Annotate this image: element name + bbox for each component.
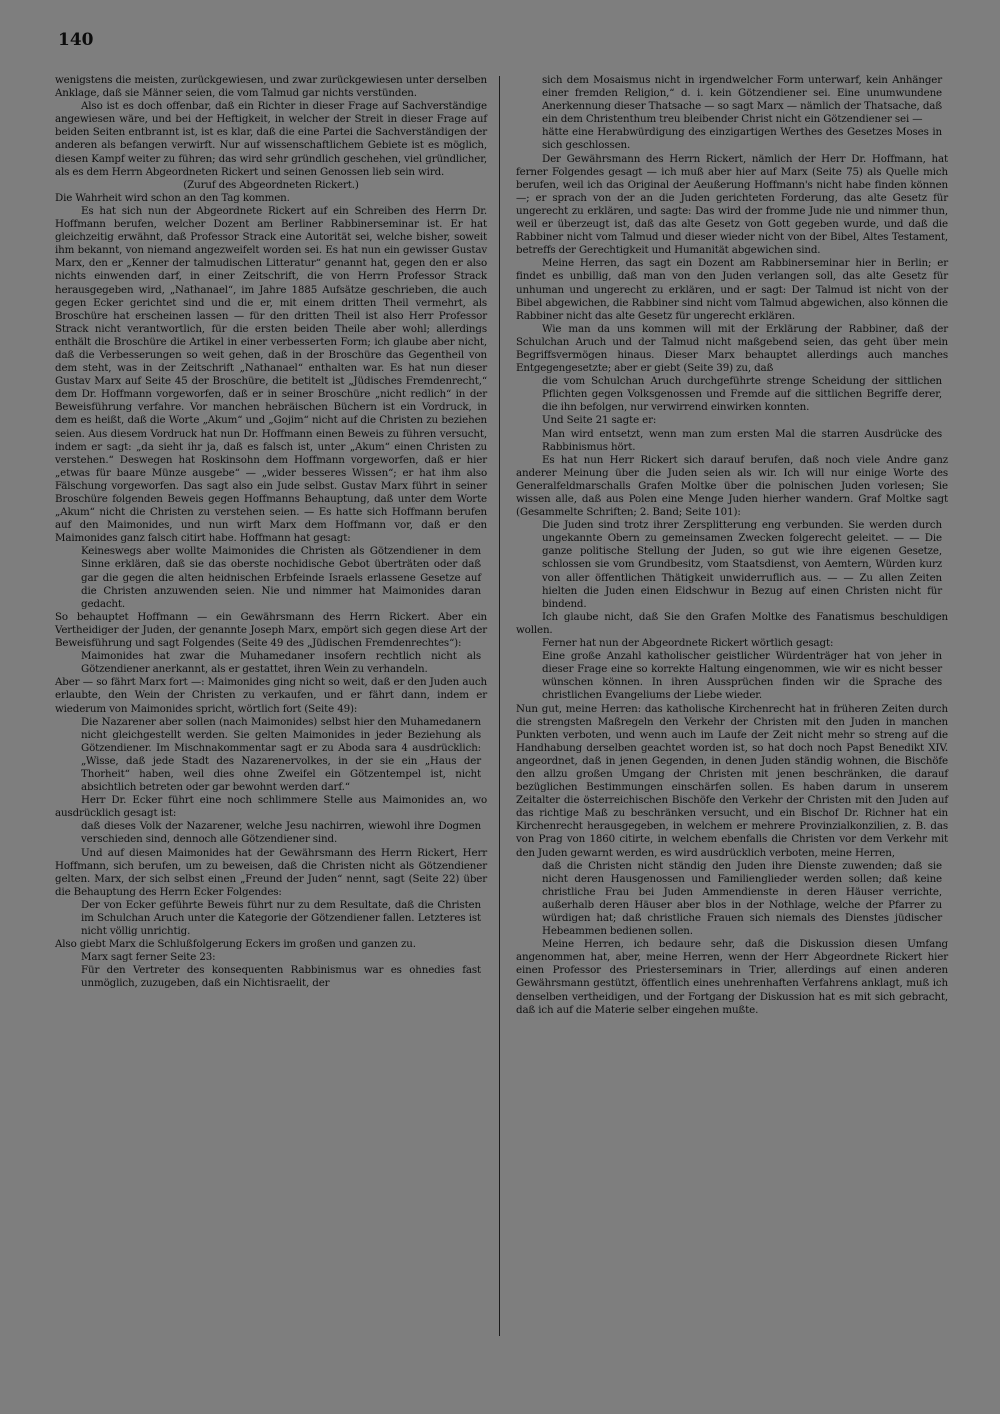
left-column <box>55 74 487 991</box>
quoted-passage: Maimonides hat zwar die Muhamedaner insofern rechtlich nicht als Götzendiener anerkannt, als er gestattet, ihren Wein zu verhandeln. <box>81 650 481 676</box>
paragraph: Es hat sich nun der Abgeordnete Rickert auf ein Schreiben des Herrn Dr. Hoffmann berufen, welcher Dozent am Berliner Rabbinerseminar ist. Er hat gleichzeitig erwähnt, daß Professor Strack eine Autorität sei, welche bisher, soweit ihm bekannt, von niemand angezweifelt worden sei. Es hat nun ein gewisser Gustav Marx, den er „Kenner der talmudischen Litteratur“ genannt hat, gegen den er also nichts einwenden darf, in einer Zeitschrift, die von Herrn Professor Strack herausgegeben wird, „Nathanael“, im Jahre 1885 Aufsätze geschrieben, die auch gegen Ecker gerichtet sind und die er, mit einem dritten Theil vermehrt, als Broschüre hat erscheinen lassen — für den dritten Theil ist also Herr Professor Strack nicht verantwortlich, für die ersten beiden Theile aber wohl; allerdings enthält die Broschüre die Artikel in einer verbesserten Form; ich glaube aber nicht, daß die Verbesserungen so weit gehen, daß in der Broschüre das Gegentheil von dem steht, was in der Zeitschrift „Nathanael“ enthalten war. Es hat nun dieser Gustav Marx auf Seite 45 der Broschüre, die betitelt ist „Jüdisches Fremdenrecht,“ dem Dr. Hoffmann vorgeworfen, daß er in seiner Broschüre „nicht redlich“ in der Beweisführung verfahre. Vor manchen hebräischen Büchern ist ein Vordruck, in dem es heißt, daß die Worte „Akum“ und „Gojim“ nicht auf die Christen zu beziehen seien. Aus diesem Vordruck hat nun Dr. Hoffmann einen Beweis zu führen versucht, indem er sagt: „da sieht ihr ja, daß es falsch ist, unter „Akum“ einen Christen zu verstehen.“ Deswegen hat Roskinsohn dem Hoffmann vorgeworfen, daß er hier „etwas für baare Münze ausgebe“ — „wider besseres Wissen“; er hat ihm also Fälschung vorgeworfen. Das sagt also ein Jude selbst. Gustav Marx führt in seiner Broschüre folgenden Beweis gegen Hoffmanns Behauptung, daß unter dem Worte „Akum“ nicht die Christen zu verstehen seien. — Es hatte sich Hoffmann berufen auf den Maimonides, und nun wirft Marx dem Hoffmann vor, daß er den Maimonides ganz falsch citirt habe. Hoffmann hat gesagt: <box>55 204 487 545</box>
paragraph: Und Seite 21 sagte er: <box>542 414 657 427</box>
paragraph: Aber — so fährt Marx fort —: Maimonides ging nicht so weit, daß er den Juden auch erlaubte, den Wein der Christen zu verkaufen, und er fährt dann, indem er wiederum von Maimonides spricht, wörtlich fort (Seite 49): <box>55 676 487 715</box>
page-number: 140 <box>58 30 94 50</box>
quoted-passage: Die Juden sind trotz ihrer Zersplitterung eng verbunden. Sie werden durch ungekannte Obern zu gemeinsamen Zwecken folgerecht geleitet. — — Die ganze politische Stellung der Juden, so gut wie ihre eigenen Gesetze, schlossen sie vom Grundbesitz, vom Staatsdienst, von Aemtern, Würden kurz von aller öffentlichen Thätigkeit unwiderruflich aus. — — Zu allen Zeiten hielten die Juden einen Eidschwur in Bezug auf einen Christen nicht für bindend. <box>542 519 942 610</box>
paragraph: Ich glaube nicht, daß Sie den Grafen Moltke des Fanatismus beschuldigen wollen. <box>516 610 948 636</box>
paragraph: Also ist es doch offenbar, daß ein Richter in dieser Frage auf Sachverständige angewiesen wäre, und bei der Heftigkeit, in welcher der Streit in dieser Frage auf beiden Seiten entbrannt ist, ist es klar, daß die eine Partei die Sachverständigen der anderen als befangen verwirft. Nur auf wissenschaftlichem Gebiete ist es möglich, diesen Kampf weiter zu führen; das wird sehr gründlich geschehen, viel gründlicher, als es dem Herrn Abgeordneten Rickert und seinen Genossen lieb sein wird. <box>55 100 487 178</box>
paragraph: Die Wahrheit wird schon an den Tag kommen. <box>55 191 290 204</box>
quoted-passage: hätte eine Herabwürdigung des einzigartigen Werthes des Gesetzes Moses in sich geschlossen. <box>542 126 942 152</box>
paragraph: Meine Herren, das sagt ein Dozent am Rabbinerseminar hier in Berlin; er findet es unbillig, daß man von den Juden verlangen soll, das alte Gesetz für unhuman und ungerecht zu erklären, und er sagt: Der Talmud ist nicht von der Bibel abgewichen, die Rabbiner sind nicht vom Talmud abgewichen, also können die Rabbiner nicht das alte Gesetz für ungerecht erklären. <box>516 257 948 322</box>
quoted-passage: Für den Vertreter des konsequenten Rabbinismus war es ohnedies fast unmöglich, zuzugeben, daß ein Nichtisraelit, der <box>81 964 481 990</box>
quoted-passage: sich dem Mosaismus nicht in irgendwelcher Form unterwarf, kein Anhänger einer fremden Religion,“ d. i. kein Götzendiener sei. Eine unumwundene Anerkennung dieser Thatsache — so sagt Marx — nämlich der Thatsache, daß ein dem Christenthum treu bleibender Christ nicht ein Götzendiener sei — <box>542 74 942 126</box>
column-divider <box>499 76 500 1336</box>
quoted-passage: daß dieses Volk der Nazarener, welche Jesu nachirren, wiewohl ihre Dogmen verschieden sind, dennoch alle Götzendiener sind. <box>81 820 481 846</box>
paragraph: Ferner hat nun der Abgeordnete Rickert wörtlich gesagt: <box>542 637 834 650</box>
paragraph: wenigstens die meisten, zurückgewiesen, und zwar zurückgewiesen unter derselben Anklage, daß sie Männer seien, die vom Talmud gar nichts verstünden. <box>55 74 487 100</box>
quoted-passage: Keineswegs aber wollte Maimonides die Christen als Götzendiener in dem Sinne erklären, daß sie das oberste nochidische Gebot überträten oder daß gar die gegen die alten heidnischen Erbfeinde Israels erlassene Gesetze auf die Christen anzuwenden seien. Nie und nimmer hat Maimonides daran gedacht. <box>81 545 481 610</box>
quoted-passage: Eine große Anzahl katholischer geistlicher Würdenträger hat von jeher in dieser Frage eine so korrekte Haltung eingenommen, wie wir es nicht besser wünschen können. In ihren Aussprüchen finden wir die Sprache des christlichen Evangeliums der Liebe wieder. <box>542 650 942 702</box>
right-column <box>516 74 948 1017</box>
quoted-passage: daß die Christen nicht ständig den Juden ihre Dienste zuwenden; daß sie nicht deren Hausgenossen und Familienglieder werden sollen; daß keine christliche Frau bei Juden Ammendienste in deren Häuser verrichte, außerhalb deren Häuser aber blos in der Nothlage, welche der Pfarrer zu würdigen hat; daß christliche Frauen sich niemals des Dienstes jüdischer Hebeammen bedienen sollen. <box>542 859 942 938</box>
quoted-passage: die vom Schulchan Aruch durchgeführte strenge Scheidung der sittlichen Pflichten gegen Volksgenossen und Fremde auf die sittlichen Begriffe derer, die ihn befolgen, nur verwirrend einwirken konnten. <box>542 375 942 414</box>
paragraph: Also giebt Marx die Schlußfolgerung Eckers im großen und ganzen zu. <box>55 938 416 951</box>
paragraph: Es hat nun Herr Rickert sich darauf berufen, daß noch viele Andre ganz anderer Meinung über die Juden seien als wir. Ich will nur einige Worte des Generalfeldmarschalls Grafen Moltke über die polnischen Juden vorlesen; Sie wissen alle, daß aus Polen eine Menge Juden hierher wandern. Graf Moltke sagt (Gesammelte Schriften; 2. Band; Seite 101): <box>516 453 948 519</box>
paragraph: Nun gut, meine Herren: das katholische Kirchenrecht hat in früheren Zeiten durch die strengsten Maßregeln den Verkehr der Christen mit den Juden in manchen Punkten verboten, und wenn auch im Laufe der Zeit nicht mehr so streng auf die Handhabung derselben geachtet worden ist, so hat doch noch Papst Benedikt XIV. angeordnet, daß in jenen Gegenden, in denen Juden ständig wohnen, die Bischöfe den allzu großen Umgang der Christen mit jenen beschränken, die darauf bezüglichen Bestimmungen einschärfen sollen. Es haben darum in unserem Zeitalter die österreichischen Bischöfe den Verkehr der Christen mit den Juden auf das richtige Maß zu beschränken versucht, und ein Bischof Dr. Richner hat ein Kirchenrecht herausgegeben, in welchem er mehrere Provinzialkonzilien, z. B. das von Prag von 1860 citirte, in welchem ebenfalls die Christen vor dem Verkehr mit den Juden gewarnt werden, es wird ausdrücklich verboten, meine Herren, <box>516 702 948 859</box>
paragraph: Herr Dr. Ecker führt eine noch schlimmere Stelle aus Maimonides an, wo ausdrücklich gesagt ist: <box>55 794 487 820</box>
quoted-passage: Der von Ecker geführte Beweis führt nur zu dem Resultate, daß die Christen im Schulchan Aruch unter die Kategorie der Götzendiener fallen. Letzteres ist nicht völlig unrichtig. <box>81 898 481 938</box>
paragraph: Marx sagt ferner Seite 23: <box>81 951 216 964</box>
paragraph: Wie man da uns kommen will mit der Erklärung der Rabbiner, daß der Schulchan Aruch und der Talmud nicht maßgebend seien, das geht über mein Begriffsvermögen hinaus. Dieser Marx behauptet allerdings auch manches Entgegengesetzte; aber er giebt (Seite 39) zu, daß <box>516 322 948 375</box>
paragraph: So behauptet Hoffmann — ein Gewährsmann des Herrn Rickert. Aber ein Vertheidiger der Juden, der genannte Joseph Marx, empört sich gegen diese Art der Beweisführung und sagt Folgendes (Seite 49 des „Jüdischen Fremdenrechtes“): <box>55 610 487 650</box>
paragraph: (Zuruf des Abgeordneten Rickert.) <box>183 178 359 191</box>
paragraph: Der Gewährsmann des Herrn Rickert, nämlich der Herr Dr. Hoffmann, hat ferner Folgendes gesagt — ich muß aber hier auf Marx (Seite 75) als Quelle mich berufen, weil ich das Original der Aeußerung Hoffmann's nicht habe finden können —; er sprach von der an die Juden gerichteten Forderung, das alte Gesetz für ungerecht zu erklären, und sagte: Das wird der fromme Jude nie und nimmer thun, weil er überzeugt ist, daß das alte Gesetz von Gott gegeben wurde, und daß die Rabbiner nicht vom Talmud und dieser wieder nicht von der Bibel, Altes Testament, betreffs der Gerechtigkeit und Humanität abgewichen sind. <box>516 152 948 257</box>
paragraph: Meine Herren, ich bedaure sehr, daß die Diskussion diesen Umfang angenommen hat, aber, meine Herren, wenn der Herr Abgeordnete Rickert hier einen Professor des Priesterseminars in Trier, allerdings auf einen anderen Gewährsmann gestützt, öffentlich eines unehrenhaften Verfahrens anklagt, muß ich denselben vertheidigen, und der Fortgang der Diskussion hat es mit sich gebracht, daß ich auf die Materie selber eingehen mußte. <box>516 938 948 1016</box>
quoted-passage: Die Nazarener aber sollen (nach Maimonides) selbst hier den Muhamedanern nicht gleichgestellt werden. Sie gelten Maimonides in jeder Beziehung als Götzendiener. Im Mischnakommentar sagt er zu Aboda sara 4 ausdrücklich: „Wisse, daß jede Stadt des Nazarenervolkes, in der sie ein „Haus der Thorheit“ haben, weil dies ohne Zweifel ein Götzentempel ist, nicht absichtlich betreten oder gar bewohnt werden darf.“ <box>81 715 481 794</box>
quoted-passage: Man wird entsetzt, wenn man zum ersten Mal die starren Ausdrücke des Rabbinismus hört. <box>542 427 942 453</box>
paragraph: Und auf diesen Maimonides hat der Gewährsmann des Herrn Rickert, Herr Hoffmann, sich berufen, um zu beweisen, daß die Christen nicht als Götzendiener gelten. Marx, der sich selbst einen „Freund der Juden“ nennt, sagt (Seite 22) über die Behauptung des Herrn Ecker Folgendes: <box>55 846 487 898</box>
